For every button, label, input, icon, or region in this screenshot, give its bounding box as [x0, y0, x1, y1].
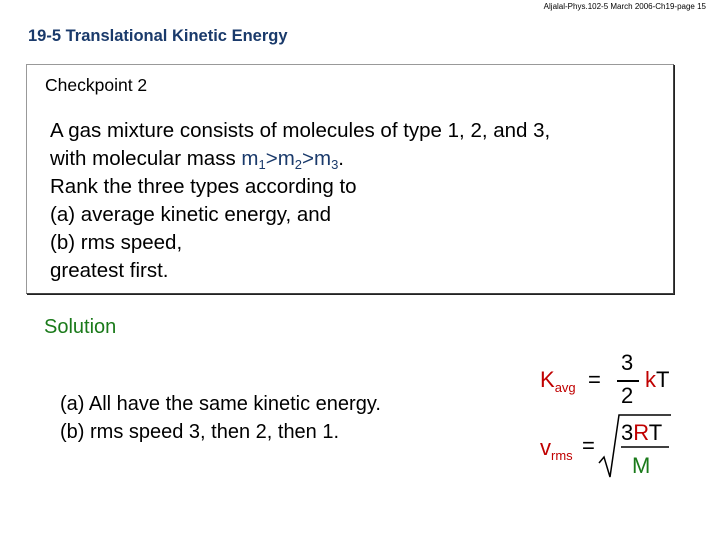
mass-relation: $m_1>m_2>m_3$: [241, 147, 339, 172]
fraction-numerator: 3: [621, 350, 634, 375]
question-line-5: (b) rms speed,: [50, 231, 183, 254]
equals-sign-2: =: [582, 433, 595, 458]
kavg-symbol: $K_{avg}$: [540, 367, 576, 395]
fraction-bar: [617, 380, 639, 382]
answer-a: (a) All have the same kinetic energy.: [60, 393, 381, 415]
fraction-denominator: 2: [621, 383, 634, 408]
equals-sign-1: =: [588, 367, 601, 392]
question-line-1: A gas mixture consists of molecules of type 1, 2, and 3,: [50, 119, 551, 142]
question-line-6: greatest first.: [50, 259, 169, 282]
question-line-2: with molecular mass $m_1>m_2>m_3$.: [50, 147, 344, 172]
question-text: [50, 117, 550, 285]
kT-term: kT: [645, 367, 670, 392]
question-line-3: Rank the three types according to: [50, 175, 357, 198]
solution-label: Solution: [44, 316, 117, 338]
answer-b: (b) rms speed 3, then 2, then 1.: [60, 421, 340, 443]
question-line-2-prefix: with molecular mass: [50, 147, 242, 170]
vrms-symbol: $v_{rms}$: [540, 435, 573, 463]
header-note: Aljalal-Phys.102-5 March 2006-Ch19-page 15: [543, 2, 706, 11]
checkpoint-box: [26, 64, 674, 294]
slide-title: 19-5 Translational Kinetic Energy: [28, 27, 288, 45]
question-line-4: (a) average kinetic energy, and: [50, 203, 332, 226]
checkpoint-label: Checkpoint 2: [45, 75, 148, 95]
radical-denominator: M: [632, 453, 651, 478]
radical-sign: [535, 345, 685, 485]
answer-text: [60, 390, 381, 446]
radical-numerator: 3RT: [621, 420, 663, 445]
formula-image: [535, 345, 685, 485]
